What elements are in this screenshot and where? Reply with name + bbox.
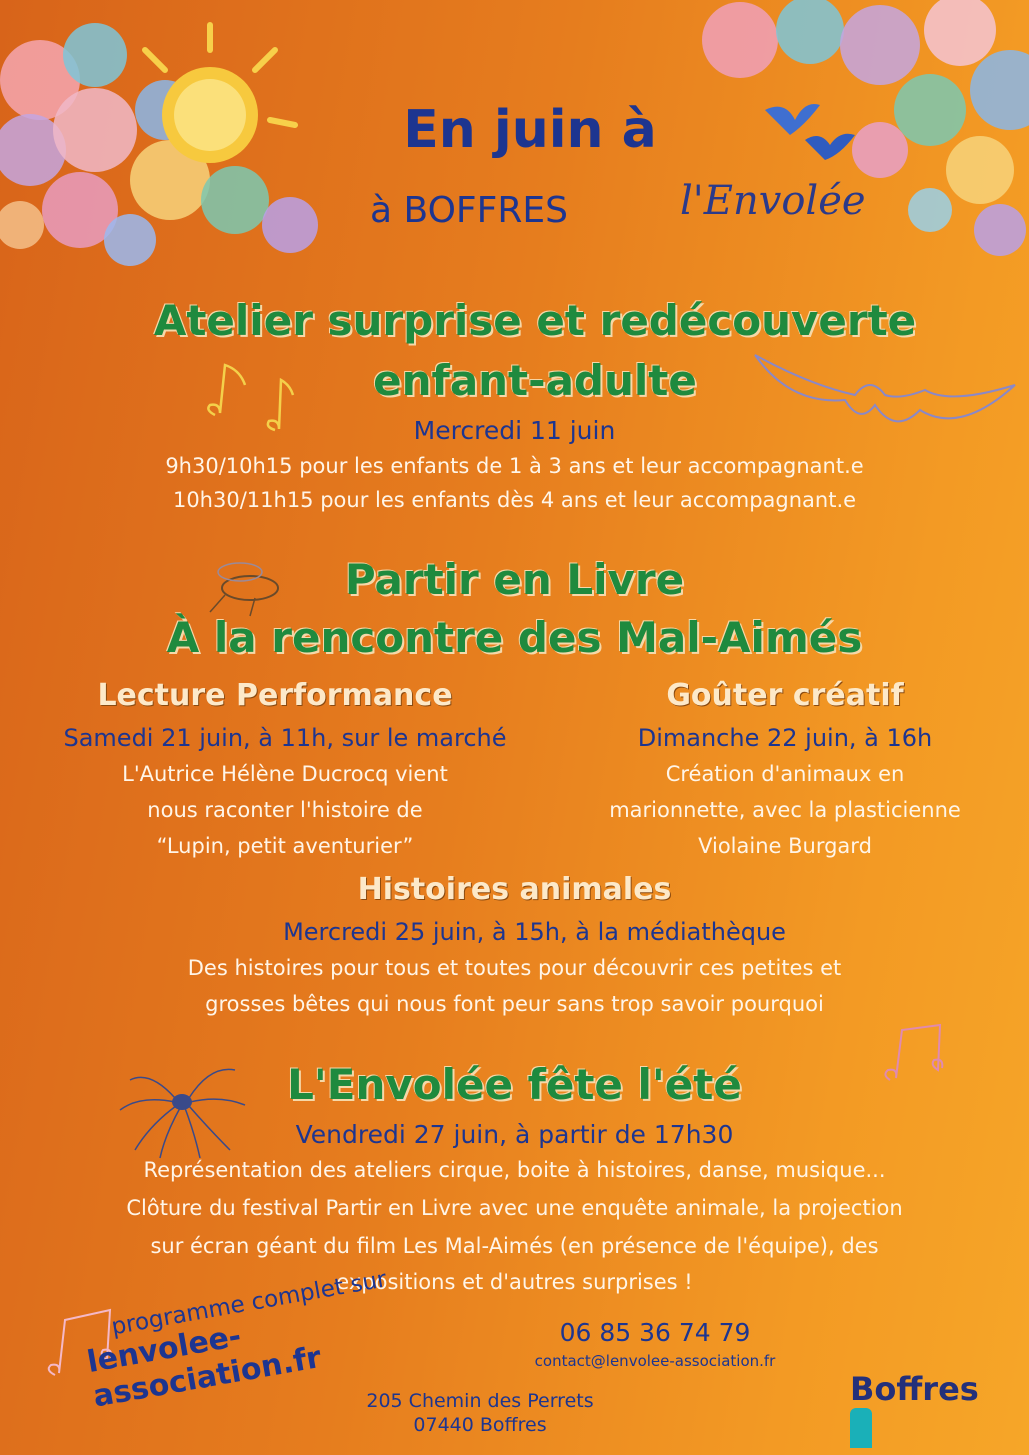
bat-icon (750, 345, 1020, 460)
event1-title-line2: enfant-adulte (373, 356, 697, 405)
event1-line2: 10h30/11h15 pour les enfants dès 4 ans et leur accompagnant.e (172, 488, 857, 512)
boffres-logo (850, 1370, 1000, 1420)
gouter-creatif-line1: Création d'animaux en (665, 762, 905, 786)
event2-title-line1: Partir en Livre (344, 555, 685, 604)
address-line1: 205 Chemin des Perrets (366, 1390, 594, 1412)
boffres-logo-text: Boffres (850, 1370, 979, 1408)
event3-title: L'Envolée fête l'été (287, 1060, 742, 1109)
lecture-performance-date: Samedi 21 juin, à 11h, sur le marché (63, 724, 507, 752)
event2-title-line2: À la rencontre des Mal-Aimés (166, 613, 863, 662)
program-line1: programme complet sur (109, 1266, 389, 1341)
event3-line3: sur écran géant du film Les Mal-Aimés (en présence de l'équipe), des (150, 1234, 879, 1258)
gouter-creatif-line2: marionnette, avec la plasticienne (609, 798, 961, 822)
histoires-animales-line2: grosses bêtes qui nous font peur sans trop savoir pourquoi (205, 992, 824, 1016)
program-website-link[interactable]: lenvolee-association.fr (84, 1318, 324, 1415)
gouter-creatif-line3: Violaine Burgard (698, 834, 872, 858)
event1-date: Mercredi 11 juin (413, 416, 616, 445)
contact-email[interactable]: contact@lenvolee-association.fr (534, 1352, 776, 1370)
sun-icon (120, 20, 300, 170)
page-title: En juin à (403, 100, 657, 160)
gouter-creatif-title: Goûter créatif (666, 678, 904, 713)
histoires-animales-date: Mercredi 25 juin, à 15h, à la médiathèque (283, 918, 786, 946)
phone-number[interactable]: 06 85 36 74 79 (559, 1318, 751, 1347)
address-line2: 07440 Boffres (413, 1414, 547, 1436)
event1-line1: 9h30/10h15 pour les enfants de 1 à 3 ans et leur accompagnant.e (165, 454, 864, 478)
lecture-performance-title: Lecture Performance (97, 678, 453, 713)
event3-line2: Clôture du festival Partir en Livre avec une enquête animale, la projection (126, 1196, 903, 1220)
music-notes-icon (195, 355, 305, 445)
event3-date: Vendredi 27 juin, à partir de 17h30 (295, 1120, 734, 1149)
event1-title-line1: Atelier surprise et redécouverte (153, 296, 917, 345)
envolee-logo: l'Envolée (680, 178, 866, 224)
boffres-logo-shape (850, 1408, 872, 1448)
histoires-animales-line1: Des histoires pour tous et toutes pour découvrir ces petites et (187, 956, 842, 980)
event3-line1: Représentation des ateliers cirque, boite à histoires, danse, musique... (143, 1158, 886, 1182)
page-subtitle: à BOFFRES (370, 190, 568, 231)
gouter-creatif-date: Dimanche 22 juin, à 16h (637, 724, 933, 752)
lecture-performance-line2: nous raconter l'histoire de (147, 798, 423, 822)
event3-line4: expositions et d'autres surprises ! (336, 1270, 693, 1294)
birds-icon (760, 95, 870, 175)
lecture-performance-line1: L'Autrice Hélène Ducrocq vient (122, 762, 448, 786)
lecture-performance-line3: “Lupin, petit aventurier” (156, 834, 414, 858)
histoires-animales-title: Histoires animales (357, 872, 672, 907)
